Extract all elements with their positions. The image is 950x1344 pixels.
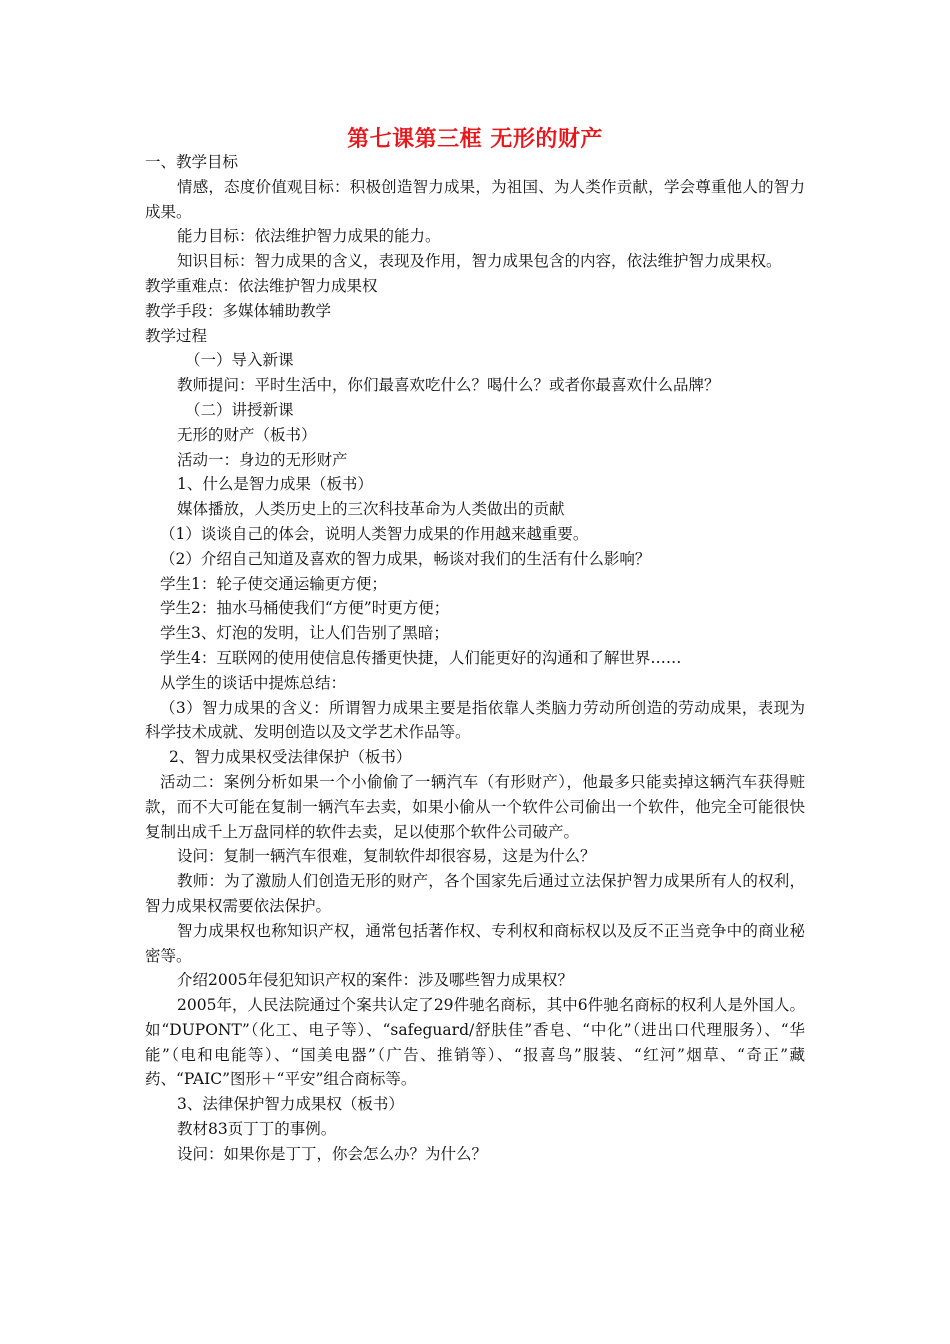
section-heading: 教学过程 <box>145 326 208 345</box>
paragraph: 能力目标：依法维护智力成果的能力。 <box>177 227 441 246</box>
subsection-heading: （一）导入新课 <box>185 351 294 370</box>
paragraph: 教学手段：多媒体辅助教学 <box>145 301 332 320</box>
paragraph: 设问：如果你是丁丁，你会怎么办？为什么？ <box>177 1144 488 1163</box>
section-heading: 一、教学目标 <box>145 153 239 171</box>
paragraph: 活动二：案例分析如果一个小偷偷了一辆汽车（有形财产），他最多只能卖掉这辆汽车获得赃款，而不大可能在复制一辆汽车去卖，如果小偷从一个软件公司偷出一个软件，他完全可能很快复制出成千上万盘同样的软件去卖，足以使那个软件公司破产。 <box>145 772 805 841</box>
paragraph: （3）智力成果的含义：所谓智力成果主要是指依靠人类脑力劳动所创造的劳动成果，表现为科学技术成就、发明创造以及文学艺术作品等。 <box>145 698 805 742</box>
subsection-heading: （二）讲授新课 <box>185 400 294 419</box>
paragraph: 情感，态度价值观目标：积极创造智力成果，为祖国、为人类作贡献，学会尊重他人的智力成果。 <box>145 177 805 221</box>
document-title: 第七课第三框 无形的财产 <box>347 127 603 152</box>
paragraph: 媒体播放，人类历史上的三次科技革命为人类做出的贡献 <box>177 500 565 519</box>
paragraph: 教学重难点：依法维护智力成果权 <box>145 276 378 295</box>
paragraph: 知识目标：智力成果的含义，表现及作用，智力成果包含的内容，依法维护智力成果权。 <box>177 252 782 271</box>
paragraph: 无形的财产（板书） <box>177 425 317 444</box>
paragraph: 教材83页丁丁的事例。 <box>177 1120 337 1139</box>
paragraph: 设问：复制一辆汽车很难，复制软件却很容易，这是为什么？ <box>177 847 596 866</box>
paragraph: 学生4：互联网的使用使信息传播更快捷，人们能更好的沟通和了解世界…… <box>160 648 682 667</box>
paragraph: 2005年，人民法院通过个案共认定了29件驰名商标，其中6件驰名商标的权利人是外国人。如“DUPONT”（化工、电子等）、“safeguard/舒肤佳”香皂、“中化”（进出口代理服务）、“华能”（电和电能等）、“国美电器”（广告、推销等）、“报喜鸟”服装、“红河”烟草、“奇正”藏药、“PAIC”图形＋“平安”组合商标等。 <box>145 996 805 1089</box>
document-body <box>145 150 805 1167</box>
paragraph: 智力成果权也称知识产权，通常包括著作权、专利权和商标权以及反不正当竞争中的商业秘密等。 <box>145 921 805 965</box>
paragraph: 3、法律保护智力成果权（板书） <box>177 1095 404 1114</box>
paragraph: 从学生的谈话中提炼总结： <box>160 673 347 692</box>
paragraph: 学生2：抽水马桶使我们“方便”时更方便； <box>160 599 450 618</box>
paragraph: 介绍2005年侵犯知识产权的案件：涉及哪些智力成果权？ <box>177 971 573 990</box>
paragraph: 学生1：轮子使交通运输更方便； <box>160 574 387 593</box>
paragraph: 教师提问：平时生活中，你们最喜欢吃什么？喝什么？或者你最喜欢什么品牌？ <box>177 376 720 395</box>
paragraph: 学生3、灯泡的发明，让人们告别了黑暗； <box>160 624 449 643</box>
paragraph: 活动一：身边的无形财产 <box>177 450 348 469</box>
paragraph: 2、智力成果权受法律保护（板书） <box>169 748 412 767</box>
paragraph: （2）介绍自己知道及喜欢的智力成果，畅谈对我们的生活有什么影响？ <box>160 549 651 568</box>
paragraph: 教师：为了激励人们创造无形的财产，各个国家先后通过立法保护智力成果所有人的权利，智力成果权需要依法保护。 <box>145 872 805 915</box>
paragraph: （1）谈谈自己的体会，说明人类智力成果的作用越来越重要。 <box>160 524 589 543</box>
paragraph: 1、什么是智力成果（板书） <box>177 475 373 494</box>
